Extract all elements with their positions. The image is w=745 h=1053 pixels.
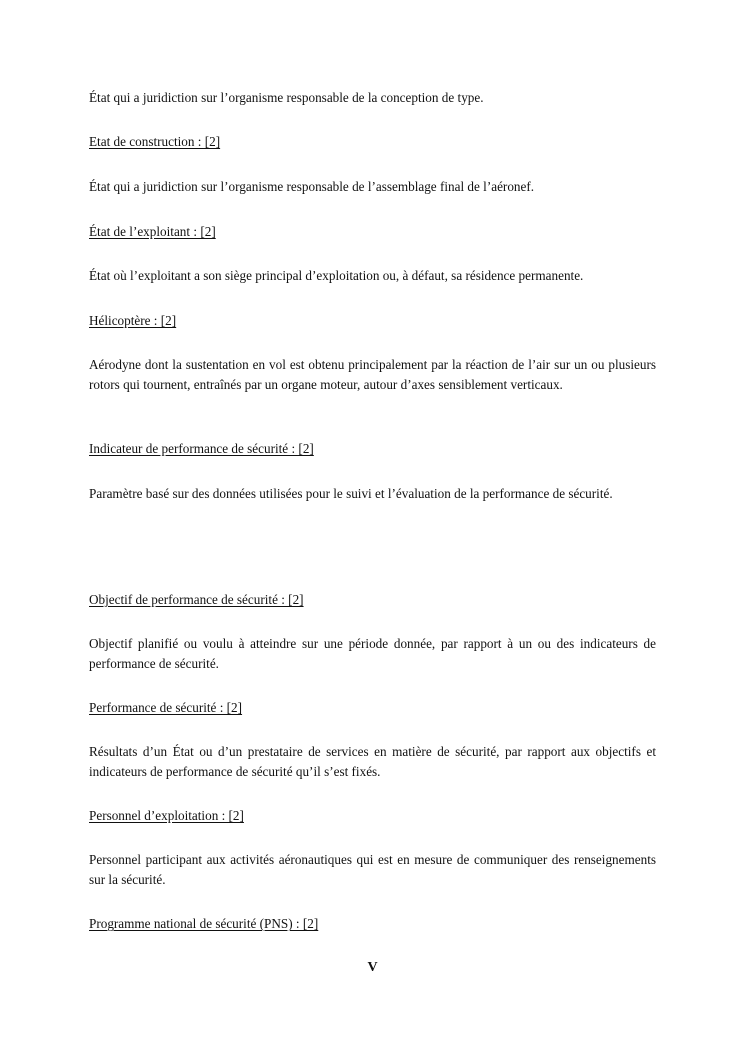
term-etat-exploitant: État de l’exploitant : [2]: [89, 224, 216, 239]
term-objectif-performance: Objectif de performance de sécurité : [2]: [89, 592, 304, 607]
definition-performance-securite: Résultats d’un État ou d’un prestataire de services en matière de sécurité, par rapport aux objectifs et indicateurs de performance de sécurité qu’il s’est fixés.: [89, 744, 656, 779]
term-helicoptere: Hélicoptère : [2]: [89, 313, 177, 328]
definition-indicateur-performance: Paramètre basé sur des données utilisées pour le suivi et l’évaluation de la performance de sécurité.: [89, 486, 613, 501]
page-number: V: [367, 960, 378, 975]
definition-helicoptere: Aérodyne dont la sustentation en vol est obtenu principalement par la réaction de l’air sur un ou plusieurs rotors qui tournent, entraînés par un organe moteur, autour d’axes sensiblement verticaux.: [89, 357, 656, 392]
term-performance-securite: Performance de sécurité : [2]: [89, 700, 243, 715]
definition-etat-de-construction: État qui a juridiction sur l’organisme responsable de l’assemblage final de l’aéronef.: [89, 179, 535, 194]
term-etat-de-construction: Etat de construction : [2]: [89, 134, 221, 149]
definition-objectif-performance: Objectif planifié ou voulu à atteindre sur une période donnée, par rapport à un ou des indicateurs de performance de sécurité.: [89, 636, 656, 671]
definition-etat-conception: État qui a juridiction sur l’organisme responsable de la conception de type.: [89, 90, 484, 105]
term-programme-national-securite: Programme national de sécurité (PNS) : [2]: [89, 916, 319, 931]
definition-etat-exploitant: État où l’exploitant a son siège principal d’exploitation ou, à défaut, sa résidence permanente.: [89, 268, 584, 283]
definition-personnel-exploitation: Personnel participant aux activités aéronautiques qui est en mesure de communiquer des renseignements sur la sécurité.: [89, 852, 656, 887]
term-personnel-exploitation: Personnel d’exploitation : [2]: [89, 808, 244, 823]
term-indicateur-performance: Indicateur de performance de sécurité : [2]: [89, 441, 314, 456]
